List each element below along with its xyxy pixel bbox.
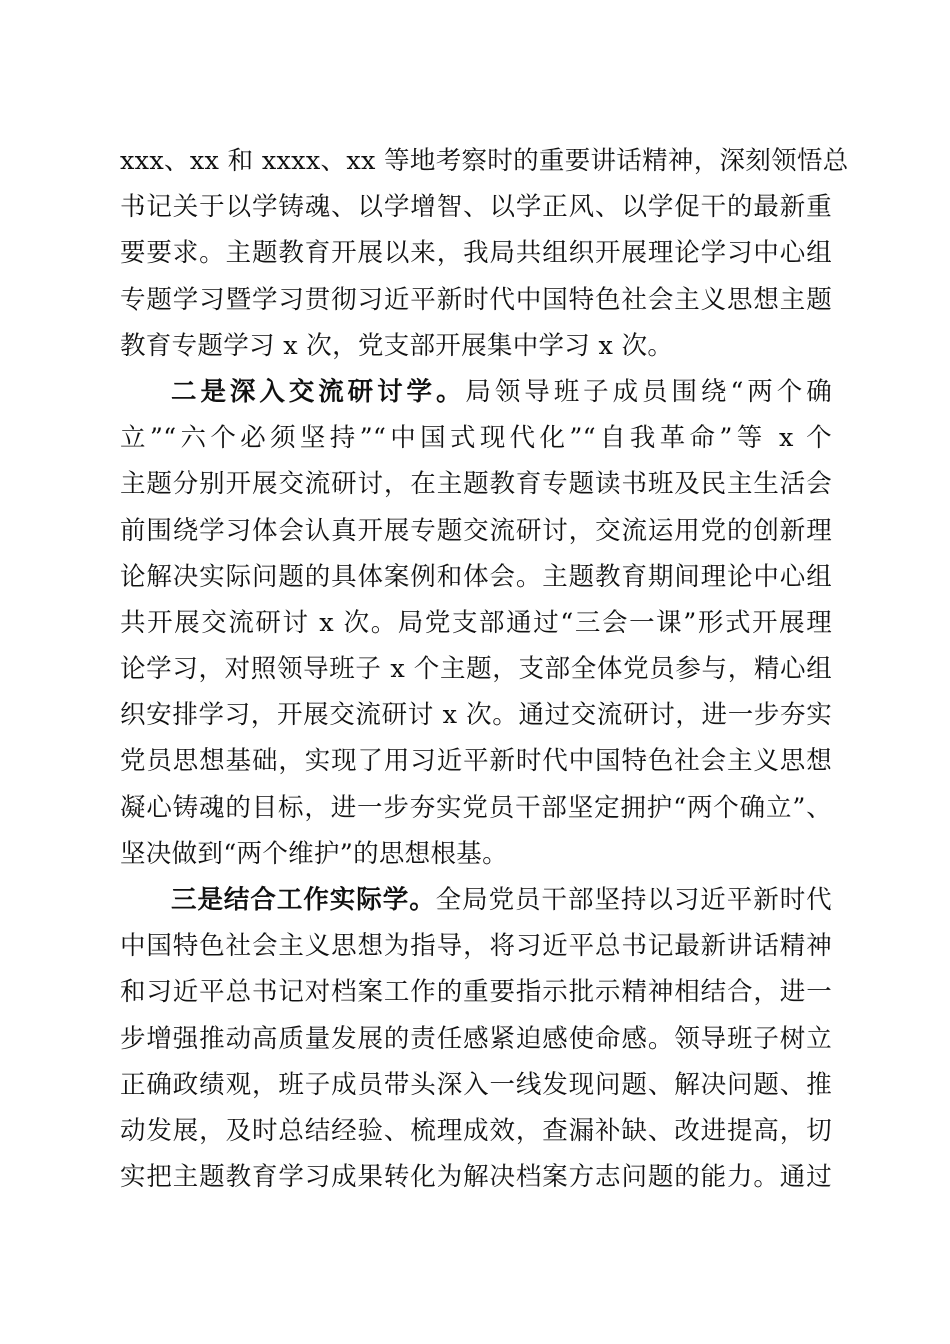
paragraph-3-line-3: 和习近平总书记对档案工作的重要指示批示精神相结合，进一 <box>120 977 832 1008</box>
paragraph-3-line-5: 正确政绩观，班子成员带头深入一线发现问题、解决问题、推 <box>120 1069 832 1100</box>
paragraph-2-line-9: 党员思想基础，实现了用习近平新时代中国特色社会主义思想 <box>120 746 832 777</box>
paragraph-3-line-6: 动发展，及时总结经验、梳理成效，查漏补缺、改进提高，切 <box>120 1115 832 1146</box>
paragraph-3-line-7: 实把主题教育学习成果转化为解决档案方志问题的能力。通过 <box>120 1162 832 1193</box>
paragraph-3-line-1 <box>120 877 832 923</box>
paragraph-2-heading: 二是深入交流研讨学。 <box>171 376 466 407</box>
paragraph-3-first-line-text: 全局党员干部坚持以习近平新时代 <box>435 885 832 915</box>
paragraph-2-line-1 <box>120 369 832 415</box>
paragraph-2-line-8: 织安排学习，开展交流研讨 x 次。通过交流研讨，进一步夯实 <box>120 700 832 731</box>
paragraph-2-first-line-text: 局领导班子成员围绕“两个确 <box>465 376 832 407</box>
paragraph-1-line-2: 书记关于以学铸魂、以学增智、以学正风、以学促干的最新重 <box>120 192 832 223</box>
paragraph-3-line-2: 中国特色社会主义思想为指导，将习近平总书记最新讲话精神 <box>120 931 832 962</box>
paragraph-1-line-5: 教育专题学习 x 次，党支部开展集中学习 x 次。 <box>120 330 674 361</box>
paragraph-3-line-4: 步增强推动高质量发展的责任感紧迫感使命感。领导班子树立 <box>120 1023 832 1054</box>
paragraph-2-line-11: 坚决做到“两个维护”的思想根基。 <box>120 838 508 869</box>
paragraph-2-line-5: 论解决实际问题的具体案例和体会。主题教育期间理论中心组 <box>120 561 832 592</box>
paragraph-1-line-3: 要要求。主题教育开展以来，我局共组织开展理论学习中心组 <box>120 238 832 269</box>
paragraph-2-line-2: 立”“六个必须坚持”“中国式现代化”“自我革命”等 x 个 <box>120 423 832 454</box>
paragraph-2-line-6: 共开展交流研讨 x 次。局党支部通过“三会一课”形式开展理 <box>120 607 832 638</box>
document-body <box>120 138 849 1200</box>
paragraph-3-heading: 三是结合工作实际学。 <box>171 885 436 915</box>
paragraph-2-line-4: 前围绕学习体会认真开展专题交流研讨，交流运用党的创新理 <box>120 515 832 546</box>
paragraph-2-line-7: 论学习，对照领导班子 x 个主题，支部全体党员参与，精心组 <box>120 654 832 685</box>
paragraph-1-line-1: xxx、xx 和 xxxx、xx 等地考察时的重要讲话精神，深刻领悟总 <box>120 146 849 176</box>
paragraph-2-line-3: 主题分别开展交流研讨，在主题教育专题读书班及民主生活会 <box>120 469 832 500</box>
paragraph-2-line-10: 凝心铸魂的目标，进一步夯实党员干部坚定拥护“两个确立”、 <box>120 792 832 823</box>
paragraph-1-line-4: 专题学习暨学习贯彻习近平新时代中国特色社会主义思想主题 <box>120 284 832 315</box>
